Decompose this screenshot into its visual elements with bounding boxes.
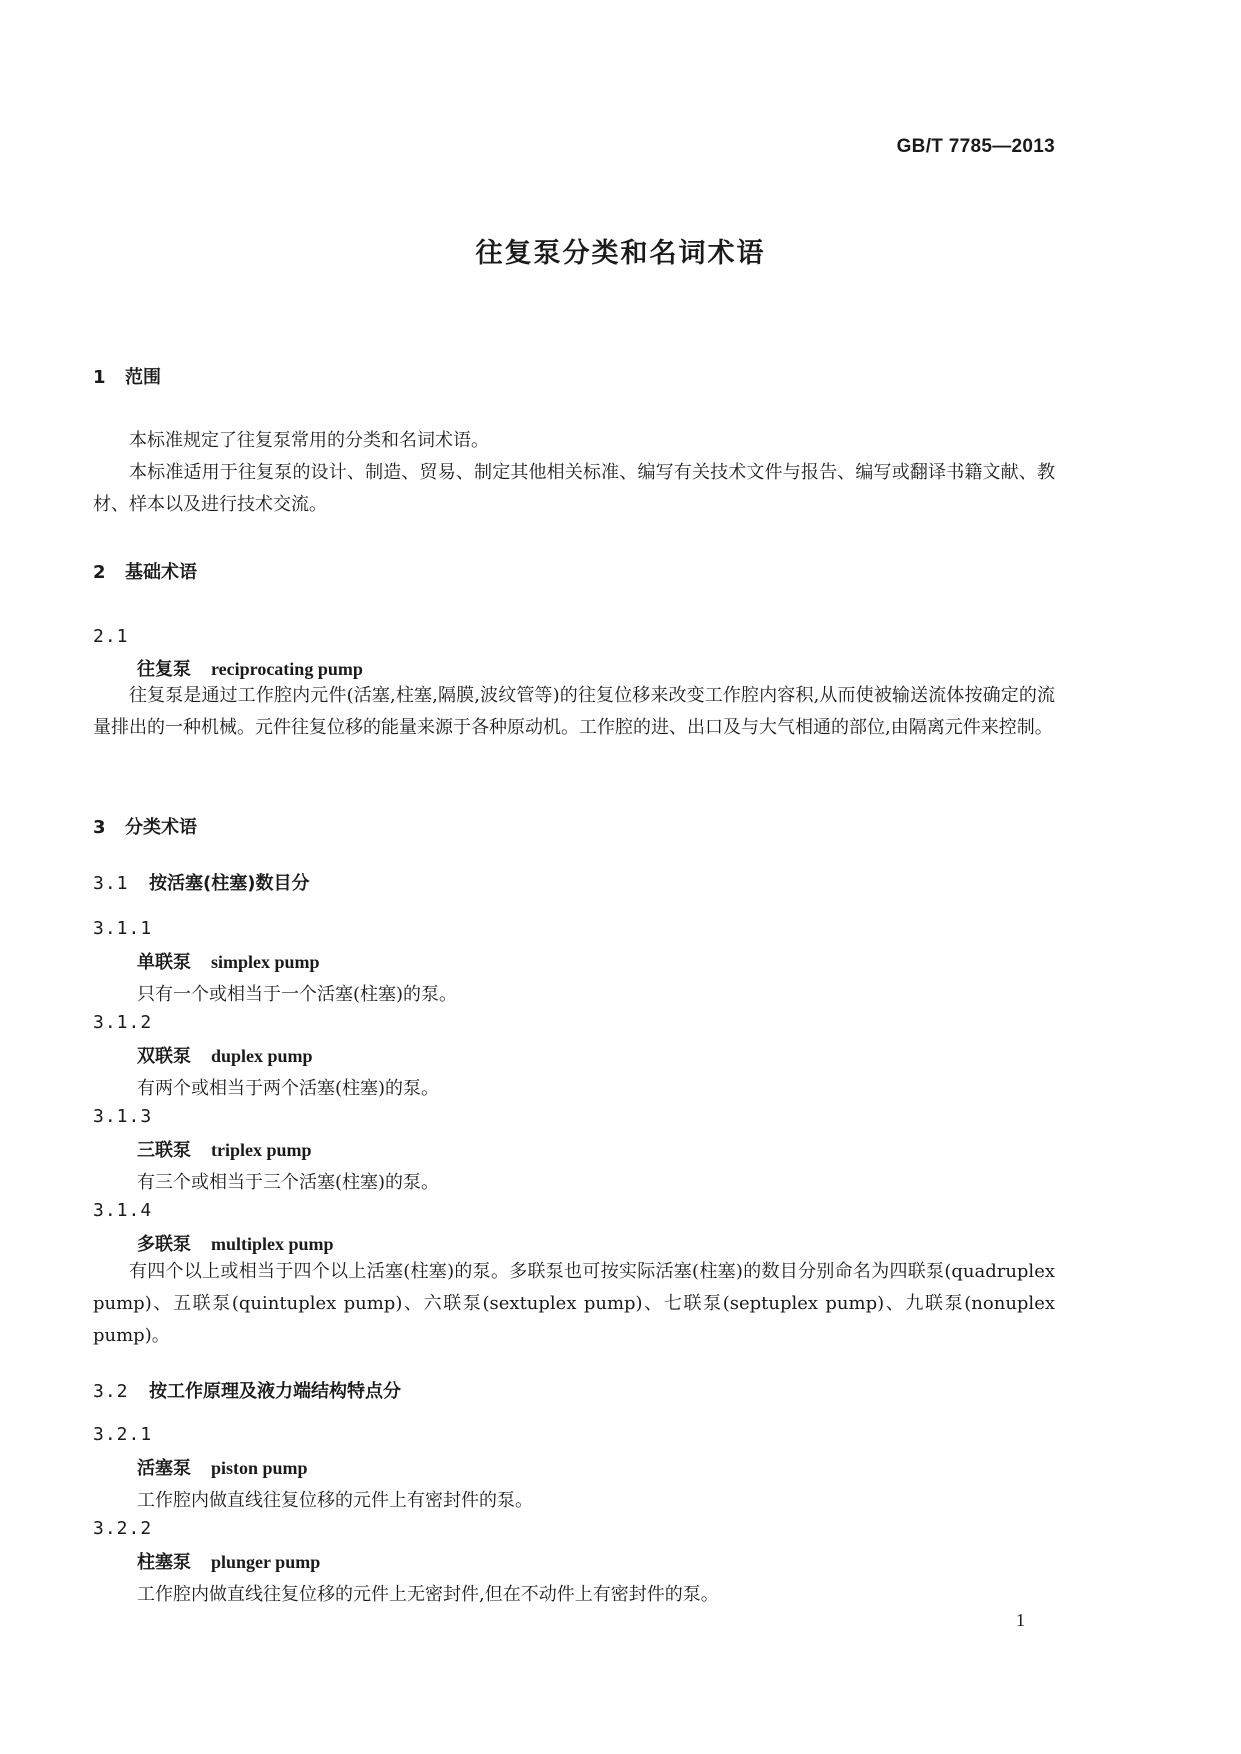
section-title: 分类术语 xyxy=(125,817,197,838)
clause-number-2-1: 2.1 xyxy=(93,626,129,647)
clause-number-3-2-1: 3.2.1 xyxy=(93,1424,153,1445)
section-title: 基础术语 xyxy=(125,562,197,583)
subsection-number: 3.2 xyxy=(93,1381,129,1402)
section-1-heading xyxy=(93,363,161,389)
section-2-heading xyxy=(93,558,197,584)
clause-number-3-1-1: 3.1.1 xyxy=(93,918,153,939)
scope-paragraph-2: 本标准适用于往复泵的设计、制造、贸易、制定其他相关标准、编写有关技术文件与报告、编写或翻译书籍文献、教材、样本以及进行技术交流。 xyxy=(93,462,1055,515)
section-number: 2 xyxy=(93,562,106,583)
subsection-title: 按工作原理及液力端结构特点分 xyxy=(149,1381,401,1402)
term-english: duplex pump xyxy=(211,1046,313,1066)
term-3-1-4 xyxy=(137,1230,334,1256)
term-english: reciprocating pump xyxy=(211,659,363,679)
section-3-heading xyxy=(93,813,197,839)
term-3-2-2 xyxy=(137,1548,320,1574)
definition-3-2-2: 工作腔内做直线往复位移的元件上无密封件,但在不动件上有密封件的泵。 xyxy=(137,1584,719,1605)
definition-3-1-2: 有两个或相当于两个活塞(柱塞)的泵。 xyxy=(137,1078,440,1099)
clause-number-3-1-3: 3.1.3 xyxy=(93,1106,153,1127)
scope-paragraph-1: 本标准规定了往复泵常用的分类和名词术语。 xyxy=(129,430,489,451)
clause-number-3-2-2: 3.2.2 xyxy=(93,1518,153,1539)
document-title: 往复泵分类和名词术语 xyxy=(475,238,766,269)
subsection-3-2-heading xyxy=(93,1377,401,1403)
definition-3-2-1: 工作腔内做直线往复位移的元件上有密封件的泵。 xyxy=(137,1490,533,1511)
section-number: 1 xyxy=(93,367,106,388)
term-english: plunger pump xyxy=(211,1552,321,1572)
term-english: multiplex pump xyxy=(211,1234,334,1254)
term-english: triplex pump xyxy=(211,1140,312,1160)
definition-3-1-3: 有三个或相当于三个活塞(柱塞)的泵。 xyxy=(137,1172,440,1193)
standard-code: GB/T 7785—2013 xyxy=(896,136,1055,157)
definition-3-1-4: 有四个以上或相当于四个以上活塞(柱塞)的泵。多联泵也可按实际活塞(柱塞)的数目分别命名为四联泵(quadruplex pump)、五联泵(quintuplex pump)、六联泵(sextuplex pump)、七联泵(septuplex pump)、九联泵(nonuplex pump)。 xyxy=(93,1261,1055,1346)
term-3-2-1 xyxy=(137,1454,308,1480)
subsection-title: 按活塞(柱塞)数目分 xyxy=(149,873,310,894)
subsection-3-1-heading xyxy=(93,869,309,895)
definition-3-1-1: 只有一个或相当于一个活塞(柱塞)的泵。 xyxy=(137,984,458,1005)
definition-2-1: 往复泵是通过工作腔内元件(活塞,柱塞,隔膜,波纹管等)的往复位移来改变工作腔内容积,从而使被输送流体按确定的流量排出的一种机械。元件往复位移的能量来源于各种原动机。工作腔的进、出口及与大气相通的部位,由隔离元件来控制。 xyxy=(93,685,1055,738)
term-chinese: 活塞泵 xyxy=(137,1458,191,1479)
page-number: 1 xyxy=(1016,1610,1025,1630)
term-chinese: 往复泵 xyxy=(137,659,191,680)
term-3-1-1 xyxy=(137,948,320,974)
term-3-1-2 xyxy=(137,1042,313,1068)
term-chinese: 三联泵 xyxy=(137,1140,191,1161)
term-chinese: 柱塞泵 xyxy=(137,1552,191,1573)
section-title: 范围 xyxy=(125,367,161,388)
term-chinese: 多联泵 xyxy=(137,1234,191,1255)
section-number: 3 xyxy=(93,817,106,838)
term-3-1-3 xyxy=(137,1136,312,1162)
term-english: piston pump xyxy=(211,1458,308,1478)
term-chinese: 单联泵 xyxy=(137,952,191,973)
clause-number-3-1-2: 3.1.2 xyxy=(93,1012,153,1033)
term-english: simplex pump xyxy=(211,952,320,972)
subsection-number: 3.1 xyxy=(93,873,129,894)
term-chinese: 双联泵 xyxy=(137,1046,191,1067)
clause-number-3-1-4: 3.1.4 xyxy=(93,1200,153,1221)
term-2-1 xyxy=(137,655,363,681)
